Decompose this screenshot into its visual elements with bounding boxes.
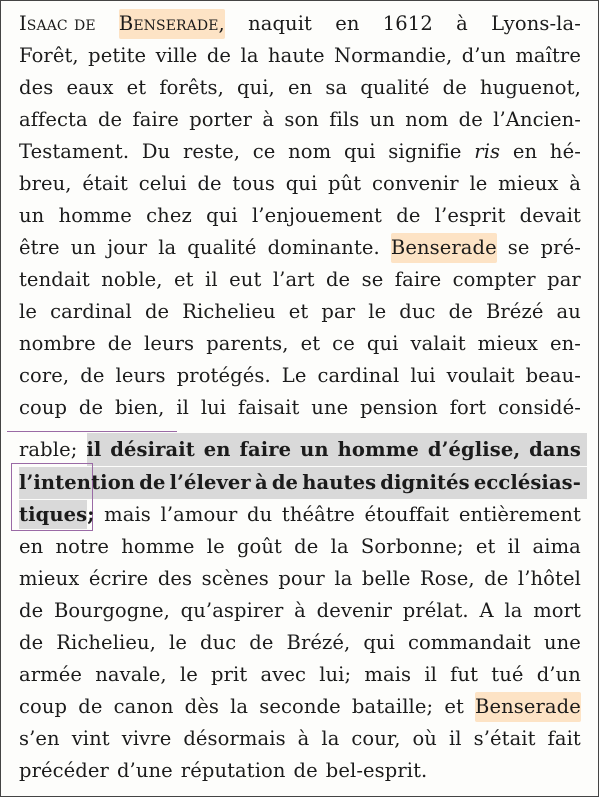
- text-word: sa: [325, 76, 348, 99]
- text-word: de: [448, 300, 473, 323]
- text-word: fut: [450, 663, 479, 686]
- text-line: [19, 468, 581, 498]
- text-word: être: [19, 236, 60, 259]
- text-word: navale,: [95, 663, 167, 686]
- text-word: Richelieu,: [56, 631, 156, 654]
- text-word: écrire: [88, 567, 149, 590]
- text-word: des: [157, 567, 193, 590]
- text-word: Rose,: [419, 567, 475, 590]
- text-word: un: [300, 438, 329, 461]
- text-word: mort: [533, 599, 581, 622]
- text-word: cardinal: [317, 364, 400, 387]
- text-word: armée: [19, 663, 83, 686]
- text-word: réputation: [180, 759, 286, 782]
- text-word: de: [80, 364, 105, 387]
- text-line: [19, 297, 581, 327]
- text-word: chez: [146, 204, 192, 227]
- text-word: de: [19, 631, 44, 654]
- text-word: forêts,: [159, 76, 224, 99]
- text-word: Benserade,: [119, 9, 225, 39]
- text-word: ecclésias-: [473, 471, 581, 494]
- text-word: commandait: [407, 631, 531, 654]
- text-word: à: [297, 727, 310, 750]
- text-word: jour: [107, 236, 148, 259]
- text-word: duc: [199, 631, 237, 654]
- text-word: il: [507, 535, 521, 558]
- text-word: Le: [281, 364, 307, 387]
- text-word: se: [361, 268, 384, 291]
- text-word: de: [484, 567, 509, 590]
- text-word: dans: [529, 438, 581, 461]
- text-word: il: [424, 663, 437, 686]
- text-word: théâtre: [281, 503, 355, 526]
- text-word: devenir: [316, 599, 393, 622]
- text-line: [19, 137, 581, 167]
- text-word: Du: [141, 140, 171, 163]
- text-word: qui: [343, 140, 376, 163]
- text-word: Sorbonne;: [360, 535, 464, 558]
- text-word: et: [444, 695, 464, 718]
- text-word: de: [396, 204, 421, 227]
- text-word: pré-: [540, 236, 581, 259]
- text-word: il: [448, 727, 462, 750]
- text-word: de: [271, 471, 299, 494]
- text-word: maître: [515, 44, 581, 67]
- text-word: leurs: [144, 332, 195, 355]
- text-line: [19, 361, 581, 391]
- text-word: il: [86, 438, 102, 461]
- text-word: tous: [232, 172, 275, 195]
- text-word: rable;: [19, 438, 78, 461]
- text-word: au: [556, 300, 581, 323]
- text-word: cardinal: [50, 300, 132, 323]
- text-word: haute: [267, 44, 325, 67]
- text-line: [19, 435, 581, 465]
- text-line: [19, 628, 581, 658]
- text-word: Normandie,: [334, 44, 453, 67]
- text-word: cour,: [351, 727, 401, 750]
- text-word: mieux: [19, 567, 80, 590]
- text-word: du: [247, 503, 273, 526]
- text-word: avec: [260, 663, 307, 686]
- text-word: vivre: [121, 727, 172, 750]
- text-word: un: [19, 204, 45, 227]
- text-word: Testament.: [19, 140, 130, 163]
- text-word: mieux: [477, 332, 538, 355]
- text-word: Lyons-la-: [491, 12, 581, 35]
- text-word: et: [288, 300, 309, 323]
- text-word: 1612: [382, 12, 433, 35]
- text-word: le: [179, 663, 198, 686]
- text-word: une: [543, 631, 581, 654]
- text-word: se: [507, 236, 530, 259]
- text-word: lui: [200, 396, 227, 419]
- text-word: de: [197, 172, 222, 195]
- text-word: et: [174, 268, 194, 291]
- text-word: mais: [104, 503, 151, 526]
- text-word: fort: [449, 396, 487, 419]
- text-word: beau-: [525, 364, 581, 387]
- text-word: prit: [211, 663, 248, 686]
- text-word: en-: [550, 332, 581, 355]
- text-word: de: [107, 332, 132, 355]
- text-line: [19, 329, 581, 359]
- text-word: voulait: [446, 364, 515, 387]
- text-word: de: [78, 695, 103, 718]
- text-word: fait: [547, 727, 581, 750]
- text-word: le: [206, 535, 225, 558]
- text-word: en: [19, 535, 44, 558]
- text-word: l’esprit: [434, 204, 506, 227]
- text-word: tendait: [19, 268, 90, 291]
- text-line: [19, 596, 581, 626]
- text-word: coup: [19, 695, 68, 718]
- text-word: l’intention: [19, 471, 136, 494]
- text-word: le: [368, 300, 387, 323]
- text-word: il: [176, 396, 189, 419]
- text-word: ris: [474, 140, 501, 163]
- text-word: l’élever: [169, 471, 251, 494]
- text-line: [19, 73, 581, 103]
- text-word: goût: [236, 535, 282, 558]
- text-word: coup: [19, 396, 68, 419]
- text-line: [19, 169, 581, 199]
- text-word: l’enjouement: [251, 204, 382, 227]
- text-word: était: [82, 172, 128, 195]
- text-word: une: [311, 396, 349, 419]
- text-word: par: [321, 300, 356, 323]
- text-word: devait: [519, 204, 581, 227]
- text-word: d’église,: [427, 438, 521, 461]
- text-word: duc: [399, 300, 436, 323]
- text-word: de: [294, 535, 319, 558]
- text-word: protégés.: [176, 364, 271, 387]
- text-word: faire: [132, 108, 179, 131]
- text-word: qualité: [360, 76, 430, 99]
- text-line: [19, 756, 581, 786]
- text-word: qui: [366, 332, 399, 355]
- text-line: [19, 692, 581, 722]
- text-word: valait: [410, 332, 466, 355]
- text-word: tiques;: [19, 503, 95, 526]
- text-word: ce: [332, 332, 355, 355]
- text-word: seconde: [259, 695, 341, 718]
- text-word: prélat.: [402, 599, 469, 622]
- text-word: et: [300, 332, 321, 355]
- text-word: lui;: [319, 663, 352, 686]
- text-word: notre: [55, 535, 110, 558]
- text-word: vint: [71, 727, 110, 750]
- text-word: hé-: [549, 140, 581, 163]
- text-word: qualité: [187, 236, 257, 259]
- text-word: par: [547, 268, 581, 291]
- text-word: de: [325, 268, 351, 291]
- text-word: canon: [113, 695, 174, 718]
- text-word: Bourgogne,: [53, 599, 170, 622]
- text-word: Forêt,: [19, 44, 79, 67]
- text-word: de: [442, 76, 467, 99]
- text-word: il: [205, 268, 218, 291]
- text-line: [19, 660, 581, 690]
- text-line: [19, 564, 581, 594]
- text-word: à: [294, 599, 306, 622]
- text-word: et: [126, 76, 147, 99]
- text-word: un: [369, 108, 395, 131]
- text-line: [19, 393, 581, 423]
- text-word: signifie: [388, 140, 462, 163]
- text-word: belle: [361, 567, 411, 590]
- text-word: où: [412, 727, 437, 750]
- text-word: qui: [285, 172, 318, 195]
- text-word: l’amour: [160, 503, 238, 526]
- text-word: bien,: [114, 396, 165, 419]
- text-word: de: [458, 108, 483, 131]
- text-word: huguenot,: [479, 76, 581, 99]
- text-word: homme: [58, 204, 132, 227]
- text-word: d’un: [461, 44, 506, 67]
- text-word: ce: [252, 140, 276, 163]
- text-word: de: [139, 471, 166, 494]
- text-line: [19, 233, 581, 263]
- text-word: parents,: [206, 332, 289, 355]
- text-word: en: [203, 438, 231, 461]
- text-word: bataille;: [351, 695, 434, 718]
- text-line: [19, 724, 581, 754]
- text-word: d’un: [536, 663, 581, 686]
- text-word: dignités: [380, 471, 470, 494]
- text-word: des: [19, 76, 54, 99]
- text-word: nom: [288, 140, 332, 163]
- text-word: tué: [491, 663, 524, 686]
- text-word: affecta: [19, 108, 88, 131]
- text-word: considé-: [498, 396, 581, 419]
- text-word: le: [168, 631, 187, 654]
- text-word: s’était: [473, 727, 536, 750]
- text-word: de: [144, 300, 170, 323]
- text-word: Brézé: [485, 300, 544, 323]
- text-word: dominante.: [267, 236, 380, 259]
- text-word: la: [330, 535, 349, 558]
- text-word: reste,: [182, 140, 241, 163]
- text-word: faire: [394, 268, 442, 291]
- text-word: porter: [189, 108, 253, 131]
- text-word: eaux: [66, 76, 114, 99]
- text-word: et: [475, 535, 496, 558]
- text-word: à: [254, 471, 268, 494]
- text-word: l’Ancien-: [493, 108, 581, 131]
- text-word: Benserade: [391, 233, 497, 263]
- text-word: nom: [405, 108, 449, 131]
- text-word: de: [249, 631, 274, 654]
- text-word: faire: [239, 438, 292, 461]
- text-line: [19, 500, 581, 530]
- text-line: [19, 9, 581, 39]
- text-word: un: [70, 236, 97, 259]
- text-word: scènes: [201, 567, 269, 590]
- text-word: de: [19, 599, 44, 622]
- text-word: pour: [278, 567, 325, 590]
- text-word: homme: [337, 438, 419, 461]
- text-word: bel-esprit.: [325, 759, 428, 782]
- text-word: pût: [328, 172, 362, 195]
- text-word: mieux: [498, 172, 559, 195]
- text-word: A: [479, 599, 494, 622]
- text-word: de: [293, 759, 318, 782]
- text-word: compter: [452, 268, 536, 291]
- text-word: Benserade: [475, 692, 581, 722]
- text-word: en: [287, 76, 313, 99]
- text-word: faisait: [237, 396, 300, 419]
- text-word: désormais: [183, 727, 286, 750]
- text-word: qui,: [236, 76, 275, 99]
- text-word: d’une: [116, 759, 173, 782]
- text-word: la: [158, 236, 177, 259]
- text-word: la: [321, 727, 340, 750]
- text-word: leurs: [115, 364, 166, 387]
- text-word: en: [335, 12, 360, 35]
- text-line: [19, 105, 581, 135]
- text-word: petite: [88, 44, 147, 67]
- text-word: à: [569, 172, 581, 195]
- text-word: qui: [363, 631, 395, 654]
- text-word: étouffait: [364, 503, 450, 526]
- text-line: [19, 41, 581, 71]
- text-word: hautes: [302, 471, 377, 494]
- text-word: aima: [532, 535, 581, 558]
- text-word: la: [504, 599, 523, 622]
- text-word: pension: [360, 396, 438, 419]
- text-word: ville: [155, 44, 198, 67]
- text-word: le: [469, 172, 488, 195]
- text-word: à: [262, 108, 275, 131]
- text-word: désirait: [110, 438, 195, 461]
- selection-box-top: [7, 431, 177, 432]
- text-word: la: [230, 695, 249, 718]
- text-word: son: [284, 108, 319, 131]
- text-word: mais: [364, 663, 412, 686]
- text-word: la: [240, 44, 259, 67]
- text-word: dès: [184, 695, 219, 718]
- text-word: qu’aspirer: [180, 599, 284, 622]
- text-word: de: [206, 44, 232, 67]
- text-word: en: [512, 140, 538, 163]
- text-word: lui: [410, 364, 436, 387]
- text-word: l’hôtel: [517, 567, 581, 590]
- text-line: [19, 532, 581, 562]
- text-word: homme: [121, 535, 195, 558]
- text-word: Richelieu: [182, 300, 276, 323]
- text-word: précéder: [19, 759, 109, 782]
- text-word: à: [456, 12, 468, 35]
- text-line: [19, 265, 581, 295]
- text-word: naquit: [248, 12, 312, 35]
- text-word: noble,: [101, 268, 163, 291]
- text-word: Isaac de: [19, 12, 96, 35]
- text-word: qui: [206, 204, 238, 227]
- text-word: le: [19, 300, 37, 323]
- text-line: [19, 201, 581, 231]
- text-word: celui: [138, 172, 187, 195]
- text-word: la: [334, 567, 353, 590]
- text-word: nombre: [19, 332, 96, 355]
- text-word: convenir: [371, 172, 459, 195]
- text-word: breu,: [19, 172, 72, 195]
- text-word: l’art: [272, 268, 315, 291]
- text-word: fils: [329, 108, 360, 131]
- text-word: eut: [229, 268, 262, 291]
- text-word: Brézé,: [286, 631, 351, 654]
- text-word: core,: [19, 364, 70, 387]
- text-word: s’en: [19, 727, 60, 750]
- text-word: de: [78, 396, 104, 419]
- text-word: entièrement: [458, 503, 581, 526]
- text-word: de: [97, 108, 123, 131]
